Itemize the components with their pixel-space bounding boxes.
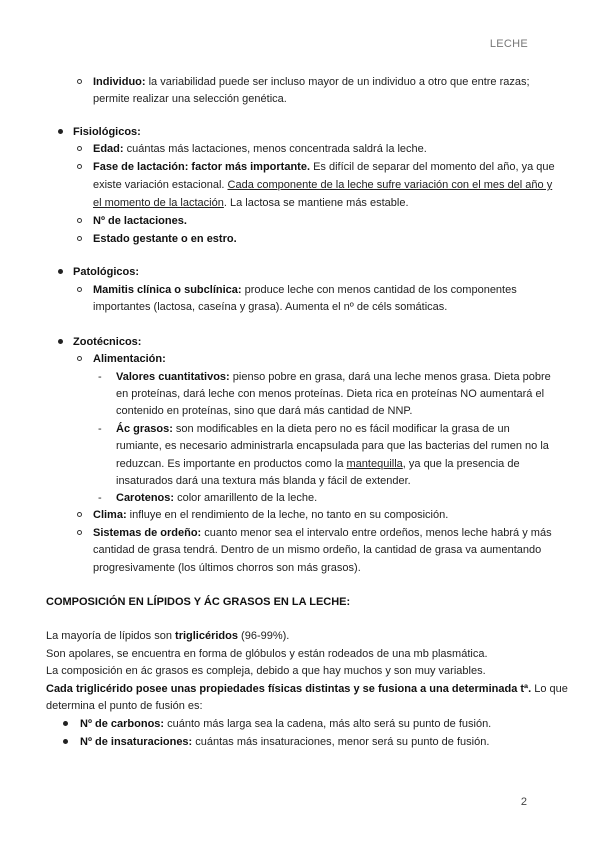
fase-line-3 <box>93 195 409 211</box>
carbonos-label: Nº de carbonos: <box>80 718 165 730</box>
insaturaciones-text: cuántas más insaturaciones, menor será su punto de fusión. <box>192 736 490 748</box>
ordeno-text-1: cuanto menor sea el intervalo entre ordeños, menos leche habrá y más <box>201 527 552 539</box>
individuo-text-1: la variabilidad puede ser incluso mayor de un individuo a otro que entre razas; <box>145 76 530 88</box>
carotenos-label: Carotenos: <box>116 492 175 504</box>
patologicos-heading <box>73 264 139 280</box>
acgrasos-text-3c: , ya que la presencia de <box>402 458 520 470</box>
dash-bullet-icon: - <box>98 371 102 383</box>
fase-text-3a-underlined: el momento de la lactación <box>93 197 224 209</box>
filled-bullet-icon <box>63 721 68 726</box>
valores-line-3: contenido en proteínas, sino que dará más cantidad de NNP. <box>116 405 413 417</box>
hollow-bullet-icon <box>77 79 82 84</box>
acgrasos-line-3 <box>116 456 520 472</box>
fase-text-1: Es difícil de separar del momento del año, ya que <box>310 161 555 173</box>
composicion-p1 <box>46 628 289 644</box>
carbonos-text: cuánto más larga sea la cadena, más alto será su punto de fusión. <box>164 718 492 730</box>
acgrasos-text-3b-underlined: mantequilla <box>346 458 403 470</box>
fase-label: Fase de lactación: factor más importante. <box>93 161 311 173</box>
mamitis-line-1 <box>93 282 517 298</box>
acgrasos-line-4: insaturados dará una textura más blanda y fácil de extender. <box>116 475 411 487</box>
carotenos-text: color amarillento de la leche. <box>174 492 318 504</box>
dash-bullet-icon: - <box>98 492 102 504</box>
individuo-line-1 <box>93 74 530 90</box>
valores-label: Valores cuantitativos: <box>116 371 230 383</box>
fase-text-2a: existe variación estacional. <box>93 179 228 191</box>
acgrasos-text-1: son modificables en la dieta pero no es fácil modificar la grasa de un <box>172 423 510 435</box>
page-header: LECHE <box>489 38 528 50</box>
dash-bullet-icon: - <box>98 423 102 435</box>
hollow-bullet-icon <box>77 218 82 223</box>
filled-bullet-icon <box>58 339 63 344</box>
zootecnicos-label: Zootécnicos: <box>73 336 142 348</box>
page-number: 2 <box>520 796 527 808</box>
composicion-p4 <box>46 681 568 697</box>
ordeno-line-2: cantidad de grasa tendrá. Dentro de un mismo ordeño, la cantidad de grasa va aumentando <box>93 544 542 556</box>
valores-text-1: pienso pobre en grasa, dará una leche menos grasa. Dieta pobre <box>229 371 551 383</box>
valores-line-1 <box>116 369 551 385</box>
hollow-bullet-icon <box>77 164 82 169</box>
composicion-p5: determina el punto de fusión es: <box>46 700 203 712</box>
acgrasos-line-1 <box>116 421 510 437</box>
hollow-bullet-icon <box>77 146 82 151</box>
insaturaciones-line <box>80 734 489 750</box>
estado-label: Estado gestante o en estro. <box>93 233 237 245</box>
acgrasos-text-3a: reduzcan. Es importante en productos como la <box>116 458 347 470</box>
lactaciones-label: Nº de lactaciones. <box>93 215 187 227</box>
individuo-label: Individuo: <box>93 76 146 88</box>
composicion-p2: Son apolares, se encuentra en forma de glóbulos y están rodeados de una mb plasmática. <box>46 648 488 660</box>
acgrasos-line-2: rumiante, es necesario administrarla encapsulada para que las bacterias del rumen no la <box>116 440 549 452</box>
alimentacion-line <box>93 351 166 367</box>
fase-line-1 <box>93 159 555 175</box>
carotenos-line <box>116 490 317 506</box>
insaturaciones-label: Nº de insaturaciones: <box>80 736 193 748</box>
individuo-line-2: permite realizar una selección genética. <box>93 93 287 105</box>
fase-text-2b-underlined: Cada componente de la leche sufre variación con el mes del año y <box>227 179 553 191</box>
edad-line <box>93 141 427 157</box>
composicion-p4b: Lo que <box>531 683 568 695</box>
fase-line-2 <box>93 177 552 193</box>
ordeno-line-1 <box>93 525 552 541</box>
valores-line-2: en proteínas, dará leche con menos proteínas. Dieta rica en proteínas NO aumentará el <box>116 388 545 400</box>
filled-bullet-icon <box>58 269 63 274</box>
acgrasos-label: Ác grasos: <box>116 423 173 435</box>
composicion-p3: La composición en ác grasos es compleja, debido a que hay muchos y son muy variables. <box>46 665 486 677</box>
edad-label: Edad: <box>93 143 124 155</box>
alimentacion-label: Alimentación: <box>93 353 166 365</box>
hollow-bullet-icon <box>77 356 82 361</box>
composicion-heading: COMPOSICIÓN EN LÍPIDOS Y ÁC GRASOS EN LA LECHE: <box>46 596 351 608</box>
patologicos-label: Patológicos: <box>73 266 140 278</box>
ordeno-line-3: progresivamente (los últimos chorros son más grasos). <box>93 562 361 574</box>
fase-text-3b: . La lactosa se mantiene más estable. <box>223 197 409 209</box>
filled-bullet-icon <box>63 739 68 744</box>
lactaciones-line <box>93 213 187 229</box>
fisiologicos-label: Fisiológicos: <box>73 126 141 138</box>
hollow-bullet-icon <box>77 530 82 535</box>
section-heading <box>46 594 350 610</box>
clima-label: Clima: <box>93 509 127 521</box>
mamitis-label: Mamitis clínica o subclínica: <box>93 284 242 296</box>
zootecnicos-heading <box>73 334 141 350</box>
clima-text: influye en el rendimiento de la leche, no tanto en su composición. <box>126 509 449 521</box>
mamitis-line-2: importantes (lactosa, caseína y grasa). Aumenta el nº de céls somáticas. <box>93 301 448 313</box>
hollow-bullet-icon <box>77 236 82 241</box>
clima-line <box>93 507 448 523</box>
carbonos-line <box>80 716 491 732</box>
composicion-p4a: Cada triglicérido posee unas propiedades físicas distintas y se fusiona a una determinada tª. <box>46 683 532 695</box>
composicion-p1b: triglicéridos <box>175 630 238 642</box>
composicion-p1a: La mayoría de lípidos son <box>46 630 176 642</box>
hollow-bullet-icon <box>77 287 82 292</box>
hollow-bullet-icon <box>77 512 82 517</box>
filled-bullet-icon <box>58 129 63 134</box>
edad-text: cuántas más lactaciones, menos concentrada saldrá la leche. <box>123 143 427 155</box>
composicion-p1c: (96-99%). <box>238 630 290 642</box>
ordeno-label: Sistemas de ordeño: <box>93 527 202 539</box>
estado-line <box>93 231 237 247</box>
mamitis-text-1: produce leche con menos cantidad de los componentes <box>241 284 517 296</box>
fisiologicos-heading <box>73 124 141 140</box>
